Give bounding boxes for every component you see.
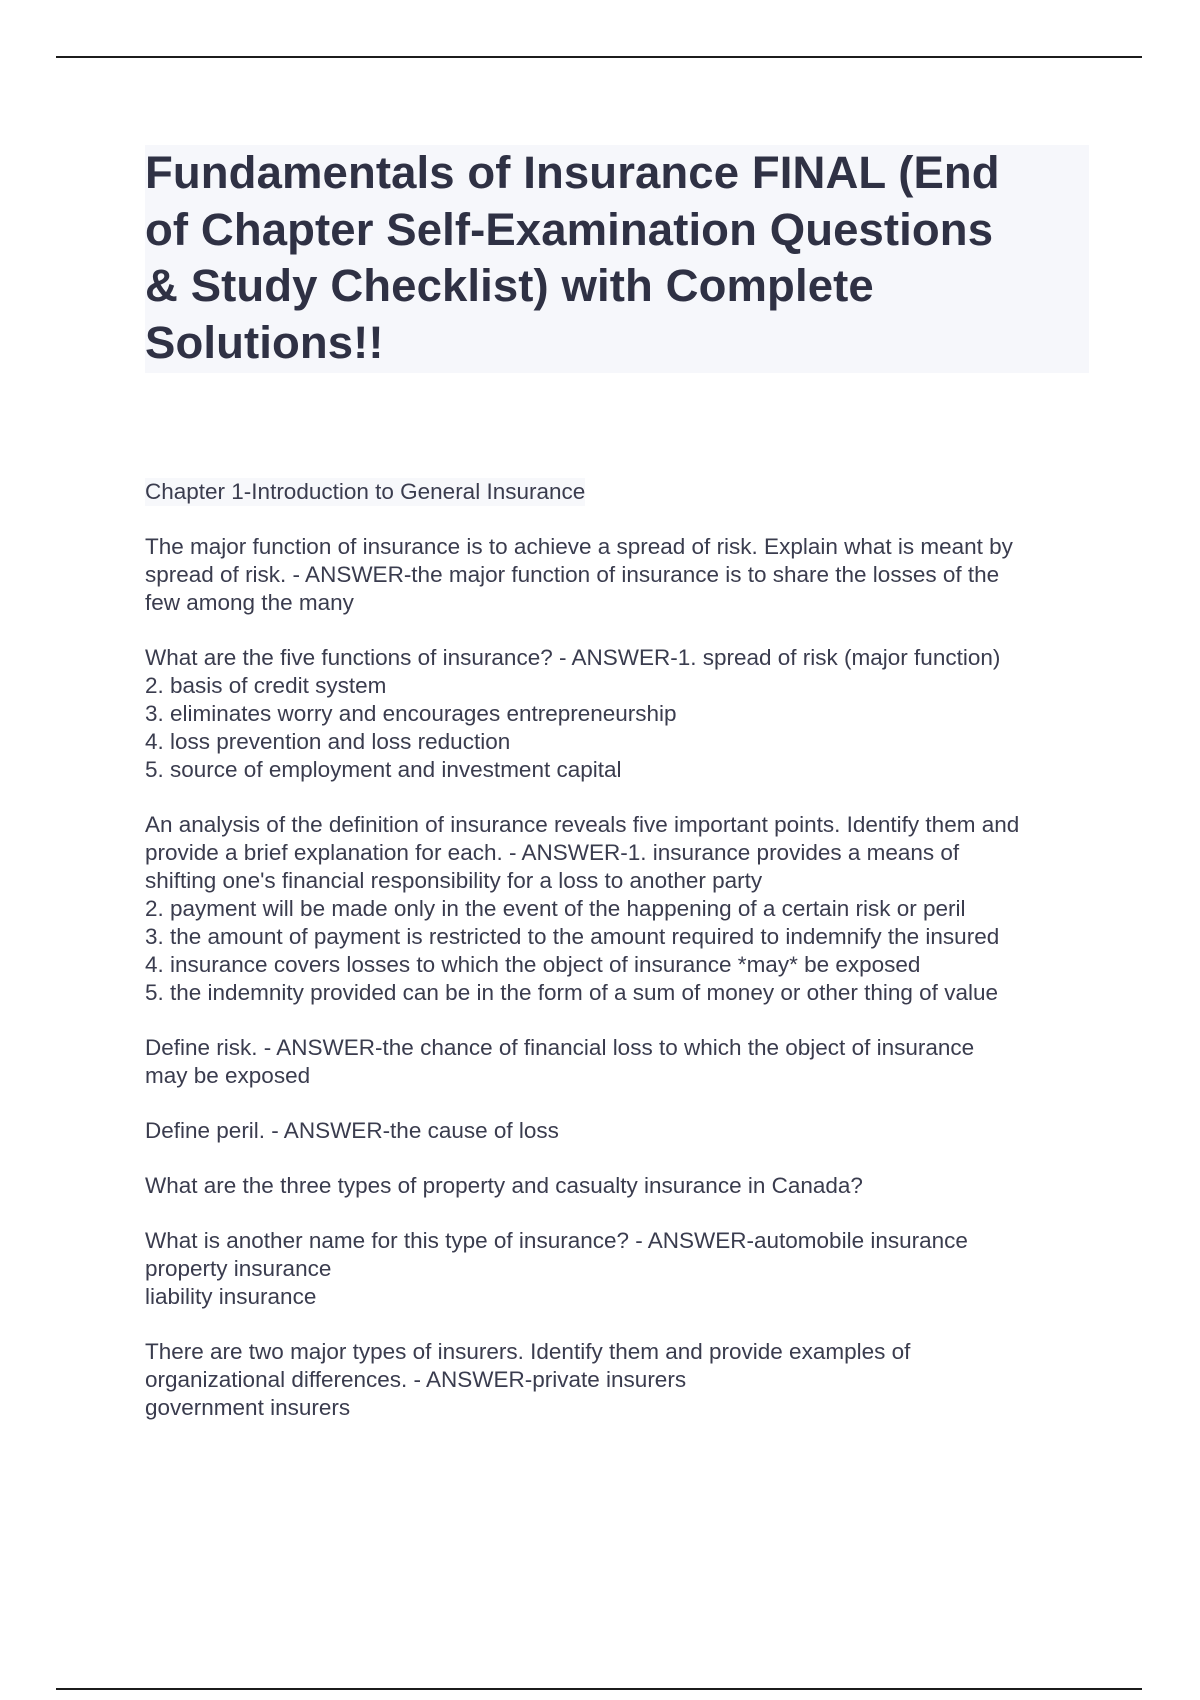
qa-line: An analysis of the definition of insurance reveals five important points. Identify them and (145, 812, 1020, 837)
qa-line: Define risk. - ANSWER-the chance of financial loss to which the object of insurance (145, 1035, 975, 1060)
qa-block (145, 1117, 1105, 1145)
qa-line: liability insurance (145, 1284, 317, 1309)
qa-line: shifting one's financial responsibility for a loss to another party (145, 868, 763, 893)
qa-block (145, 1034, 1105, 1090)
header-rule (56, 56, 1142, 58)
qa-line: 2. basis of credit system (145, 673, 387, 698)
title-line: & Study Checklist) with Complete (145, 260, 874, 311)
qa-line: Define peril. - ANSWER-the cause of loss (145, 1118, 559, 1143)
qa-block (145, 1227, 1105, 1311)
title-line: Solutions!! (145, 316, 384, 368)
qa-line: What are the five functions of insurance? - ANSWER-1. spread of risk (major function) (145, 645, 1001, 670)
chapter-heading: Chapter 1-Introduction to General Insurance (145, 479, 586, 504)
qa-line: 4. insurance covers losses to which the object of insurance *may* be exposed (145, 952, 921, 977)
document-title (145, 145, 1089, 371)
document-title-block (145, 145, 1089, 373)
qa-line: government insurers (145, 1395, 351, 1420)
qa-line: may be exposed (145, 1063, 311, 1088)
qa-block (145, 811, 1105, 1007)
qa-line: 5. source of employment and investment capital (145, 757, 622, 782)
qa-block (145, 533, 1105, 617)
qa-line: few among the many (145, 590, 354, 615)
qa-line: property insurance (145, 1256, 332, 1281)
qa-line: provide a brief explanation for each. - ANSWER-1. insurance provides a means of (145, 840, 960, 865)
qa-line: There are two major types of insurers. Identify them and provide examples of (145, 1339, 911, 1364)
qa-line: What are the three types of property and casualty insurance in Canada? (145, 1173, 863, 1198)
qa-line: 3. eliminates worry and encourages entrepreneurship (145, 701, 677, 726)
qa-line: What is another name for this type of insurance? - ANSWER-automobile insurance (145, 1228, 968, 1253)
qa-block (145, 644, 1105, 784)
qa-block (145, 1172, 1105, 1200)
qa-line: 4. loss prevention and loss reduction (145, 729, 511, 754)
qa-line: 3. the amount of payment is restricted to the amount required to indemnify the insured (145, 924, 1000, 949)
qa-block (145, 1338, 1105, 1422)
document-body (145, 478, 1105, 1422)
title-line: of Chapter Self-Examination Questions (145, 203, 994, 255)
footer-rule (56, 1688, 1142, 1690)
qa-line: The major function of insurance is to achieve a spread of risk. Explain what is meant by (145, 534, 1013, 559)
qa-line: organizational differences. - ANSWER-private insurers (145, 1367, 687, 1392)
qa-line: spread of risk. - ANSWER-the major function of insurance is to share the losses of the (145, 562, 1000, 587)
qa-line: 2. payment will be made only in the event of the happening of a certain risk or peril (145, 896, 966, 921)
qa-line: 5. the indemnity provided can be in the form of a sum of money or other thing of value (145, 980, 998, 1005)
title-line: Fundamentals of Insurance FINAL (End (145, 147, 1000, 198)
